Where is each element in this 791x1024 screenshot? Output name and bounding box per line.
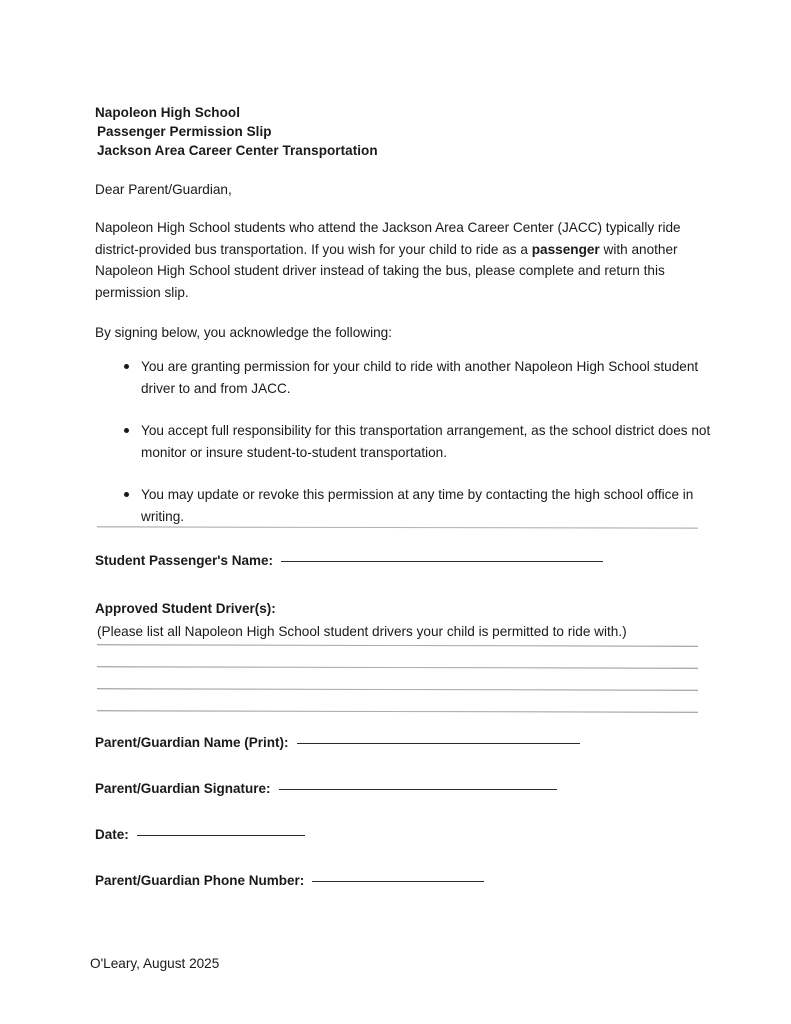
intro-paragraph-part2: with another Napoleon High School student driver instead of taking the bus, please complete and return this permission slip. [95,241,678,300]
document-body [95,104,711,527]
signature-section [95,734,698,890]
list-item [95,484,731,527]
parent-signature-label: Parent/Guardian Signature: [95,781,271,796]
parent-name-print-label: Parent/Guardian Name (Print): [95,735,289,750]
header-line-school: Napoleon High School [95,105,240,120]
acknowledgement-list [95,356,711,527]
intro-paragraph-part1: Napoleon High School students who attend the Jackson Area Career Center (JACC) typically ride district-provided bus transportation. If you wish for your child to ride as a [95,220,681,257]
parent-phone-label: Parent/Guardian Phone Number: [95,873,305,888]
writein-line[interactable] [97,666,698,668]
parent-phone-field[interactable] [95,872,698,890]
parent-signature-field[interactable] [95,780,698,798]
date-label: Date: [95,827,129,842]
list-item [95,356,731,399]
parent-signature-writein[interactable] [279,789,557,790]
bullet-icon [124,428,129,433]
parent-name-print-writein[interactable] [297,743,580,744]
date-writein[interactable] [137,835,305,836]
approved-drivers-writein-lines[interactable] [97,645,698,733]
approved-drivers-note: (Please list all Napoleon High School student drivers your child is permitted to ride with.) [97,624,627,639]
header-line-subtitle: Jackson Area Career Center Transportation [97,142,378,158]
parent-name-print-field[interactable] [95,734,698,752]
student-passenger-name-writein[interactable] [281,561,603,562]
list-item-text: You accept full responsibility for this transportation arrangement, as the school district does not monitor or insure student-to-student transportation. [141,423,711,460]
bullet-icon [124,492,129,497]
parent-phone-writein[interactable] [312,881,484,882]
section-divider [97,526,698,528]
student-passenger-name-label: Student Passenger's Name: [95,553,274,568]
bullet-icon [124,364,129,369]
salutation: Dear Parent/Guardian, [95,182,232,198]
writein-line[interactable] [97,644,698,646]
header-line-title: Passenger Permission Slip [97,123,272,139]
list-item-text: You are granting permission for your child to ride with another Napoleon High School student driver to and from JACC. [141,359,699,396]
writein-line[interactable] [97,688,698,690]
document-header [95,104,698,160]
writein-line[interactable] [97,710,698,712]
acknowledgement-lead-in: By signing below, you acknowledge the following: [95,325,392,341]
student-passenger-name-field[interactable] [95,552,698,570]
date-field[interactable] [95,826,698,844]
approved-drivers-label: Approved Student Driver(s): [95,601,276,616]
intro-paragraph-emphasis: passenger [531,241,600,257]
intro-paragraph [95,217,685,303]
list-item [95,420,731,463]
list-item-text: You may update or revoke this permission at any time by contacting the high school office in writing. [141,487,694,524]
form-section [95,552,698,641]
document-footer: O'Leary, August 2025 [90,956,220,971]
